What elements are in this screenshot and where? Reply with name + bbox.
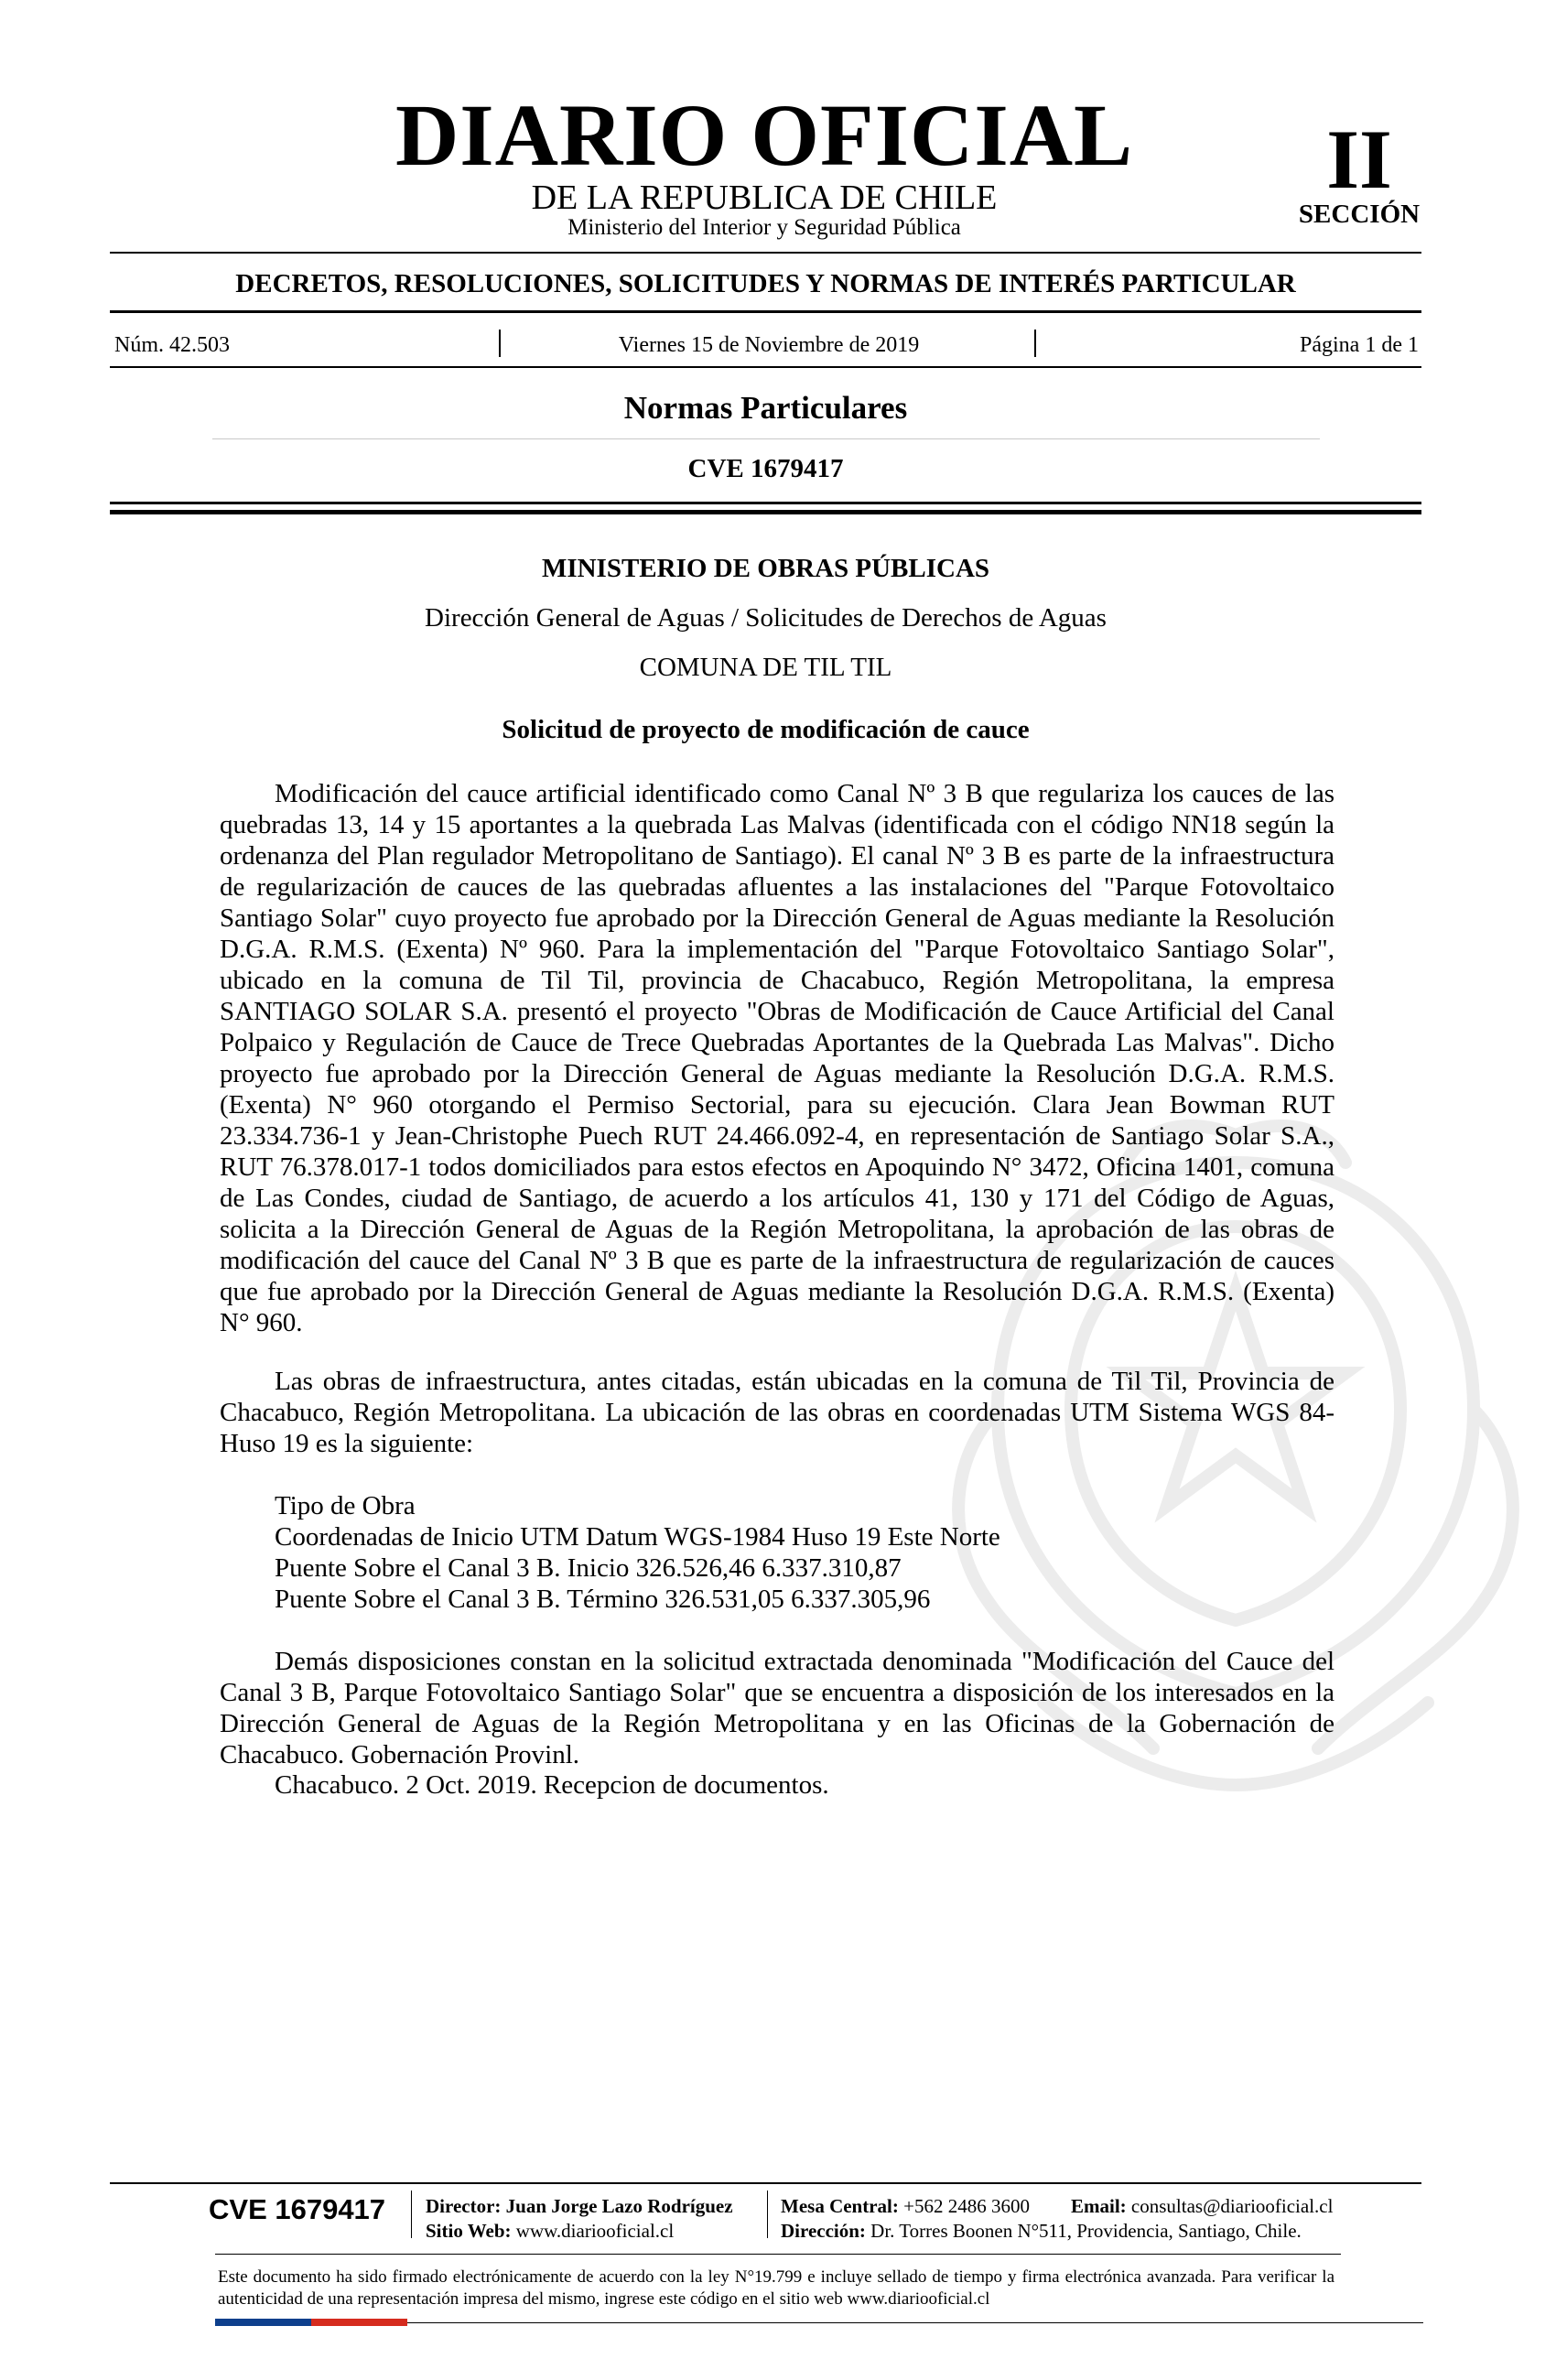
flag-stripe-blue [215, 2319, 311, 2326]
header-divider [110, 252, 1421, 254]
coordinates-line: Puente Sobre el Canal 3 B. Término 326.531,05 6.337.305,96 [275, 1585, 931, 1614]
footer-address [781, 2220, 1302, 2243]
body-paragraph-1: Modificación del cauce artificial identificado como Canal Nº 3 B que regulariza los cauces de las quebradas 13, 14 y 15 aportantes a la quebrada Las Malvas (identificada con el código NN18 según la ordenanza del Plan regulador Metropolitano de Santiago). El canal Nº 3 B es parte de la infraestructura de regularización de cauces de las quebradas afluentes a las instalaciones del "Parque Fotovoltaico Santiago Solar" cuyo proyecto fue aprobado por la Dirección General de Aguas mediante la Resolución D.G.A. R.M.S. (Exenta) Nº 960. Para la implementación del "Parque Fotovoltaico Santiago Solar", ubicado en la comuna de Til Til, provincia de Chacabuco, Región Metropolitana, la empresa SANTIAGO SOLAR S.A. presentó el proyecto "Obras de Modificación de Cauce Artificial del Canal Polpaico y Regulación de Cauce de Trece Quebradas Aportantes de la Quebrada Las Malvas". Dicho proyecto fue aprobado por la Dirección General de Aguas mediante la Resolución D.G.A. R.M.S. (Exenta) N° 960 otorgando el Permiso Sectorial, para su ejecución. Clara Jean Bowman RUT 23.334.736-1 y Jean-Christophe Puech RUT 24.466.092-4, en representación de Santiago Solar S.A., RUT 76.378.017-1 todos domiciliados para estos efectos en Apoquindo N° 3472, Oficina 1401, comuna de Las Condes, ciudad de Santiago, de acuerdo a los artículos 41, 130 y 171 del Código de Aguas, solicita a la Dirección General de Aguas de la Región Metropolitana, la aprobación de las obras de modificación del cauce del Canal Nº 3 B que es parte de la infraestructura de regularización de cauces que fue aprobado por la Dirección General de Aguas mediante la Resolución D.G.A. R.M.S. (Exenta) N° 960. [220, 779, 1334, 1337]
comuna-heading: COMUNA DE TIL TIL [639, 653, 892, 682]
footer-email [1071, 2195, 1333, 2218]
newspaper-subtitle: DE LA REPUBLICA DE CHILE [531, 178, 998, 217]
coordinates-line: Puente Sobre el Canal 3 B. Inicio 326.526,46 6.337.310,87 [275, 1553, 902, 1583]
footer-legal-notice: Este documento ha sido firmado electrónicamente de acuerdo con la ley N°19.799 e incluye sellado de tiempo y firma electrónica avanzada. Para verificar la autenticidad de una representación impresa del mismo, ingrese este código en el sitio web www.diariooficial.cl [218, 2267, 1334, 2309]
issue-number: Núm. 42.503 [114, 333, 230, 357]
section-title-rule [212, 438, 1320, 439]
email-link[interactable]: consultas@diariooficial.cl [1130, 2195, 1334, 2217]
cve-rule-bottom [110, 510, 1421, 514]
footer-separator [411, 2191, 412, 2238]
body-paragraph-2: Las obras de infraestructura, antes citadas, están ubicadas en la comuna de Til Til, Provincia de Chacabuco, Región Metropolitana. La ubicación de las obras en coordenadas UTM Sistema WGS 84-Huso 19 es la siguiente: [220, 1367, 1334, 1458]
section-label: SECCIÓN [1298, 200, 1421, 229]
closing-line: Chacabuco. 2 Oct. 2019. Recepcion de documentos. [275, 1770, 829, 1800]
footer-top-rule [110, 2182, 1421, 2184]
mesa-label: Mesa Central: [781, 2195, 899, 2217]
document-cve: CVE 1679417 [687, 454, 844, 483]
coordinates-list [275, 1490, 1281, 1615]
page-indicator: Página 1 de 1 [1300, 333, 1419, 357]
issue-date: Viernes 15 de Noviembre de 2019 [618, 333, 920, 357]
info-separator [499, 330, 501, 357]
mesa-phone: +562 2486 3600 [903, 2195, 1030, 2217]
section-title: Normas Particulares [623, 390, 908, 426]
footer-bottom-rule [407, 2322, 1423, 2323]
footer-director [426, 2195, 733, 2218]
website-link[interactable]: www.diariooficial.cl [515, 2220, 675, 2242]
footer-cve: CVE 1679417 [209, 2193, 386, 2225]
section-number: II [1326, 113, 1392, 206]
website-label: Sitio Web: [426, 2220, 512, 2242]
banner-divider [110, 310, 1421, 313]
email-label: Email: [1071, 2195, 1127, 2217]
cve-rule-top [110, 502, 1421, 504]
flag-stripe-red [311, 2319, 407, 2326]
address-label: Dirección: [781, 2220, 866, 2242]
ministry-heading: MINISTERIO DE OBRAS PÚBLICAS [541, 554, 990, 583]
footer-mesa [781, 2195, 1030, 2218]
footer-website [426, 2220, 674, 2243]
newspaper-ministry: Ministerio del Interior y Seguridad Pública [567, 215, 961, 240]
info-separator [1034, 330, 1036, 357]
address-text: Dr. Torres Boonen N°511, Providencia, Santiago, Chile. [870, 2220, 1302, 2242]
info-divider [110, 366, 1421, 368]
body-paragraph-3: Demás disposiciones constan en la solicitud extractada denominada "Modificación del Cauce del Canal 3 B, Parque Fotovoltaico Santiago Solar" que se encuentra a disposición de los interesados en la Dirección General de Aguas de la Región Metropolitana y en las Oficinas de la Gobernación de Chacabuco. Gobernación Provinl. [220, 1647, 1334, 1769]
footer-legal-rule [215, 2254, 1341, 2255]
coordinates-line: Tipo de Obra [275, 1491, 416, 1520]
newspaper-title: DIARIO OFICIAL [394, 86, 1134, 184]
footer-separator [767, 2191, 768, 2238]
coordinates-line: Coordenadas de Inicio UTM Datum WGS-1984 Huso 19 Este Norte [275, 1522, 1000, 1552]
director-name: Juan Jorge Lazo Rodríguez [505, 2195, 733, 2217]
director-label: Director: [426, 2195, 502, 2217]
direccion-heading: Dirección General de Aguas / Solicitudes de Derechos de Aguas [425, 603, 1107, 633]
document-heading: Solicitud de proyecto de modificación de cauce [502, 715, 1030, 744]
header-banner: DECRETOS, RESOLUCIONES, SOLICITUDES Y NORMAS DE INTERÉS PARTICULAR [235, 269, 1296, 298]
